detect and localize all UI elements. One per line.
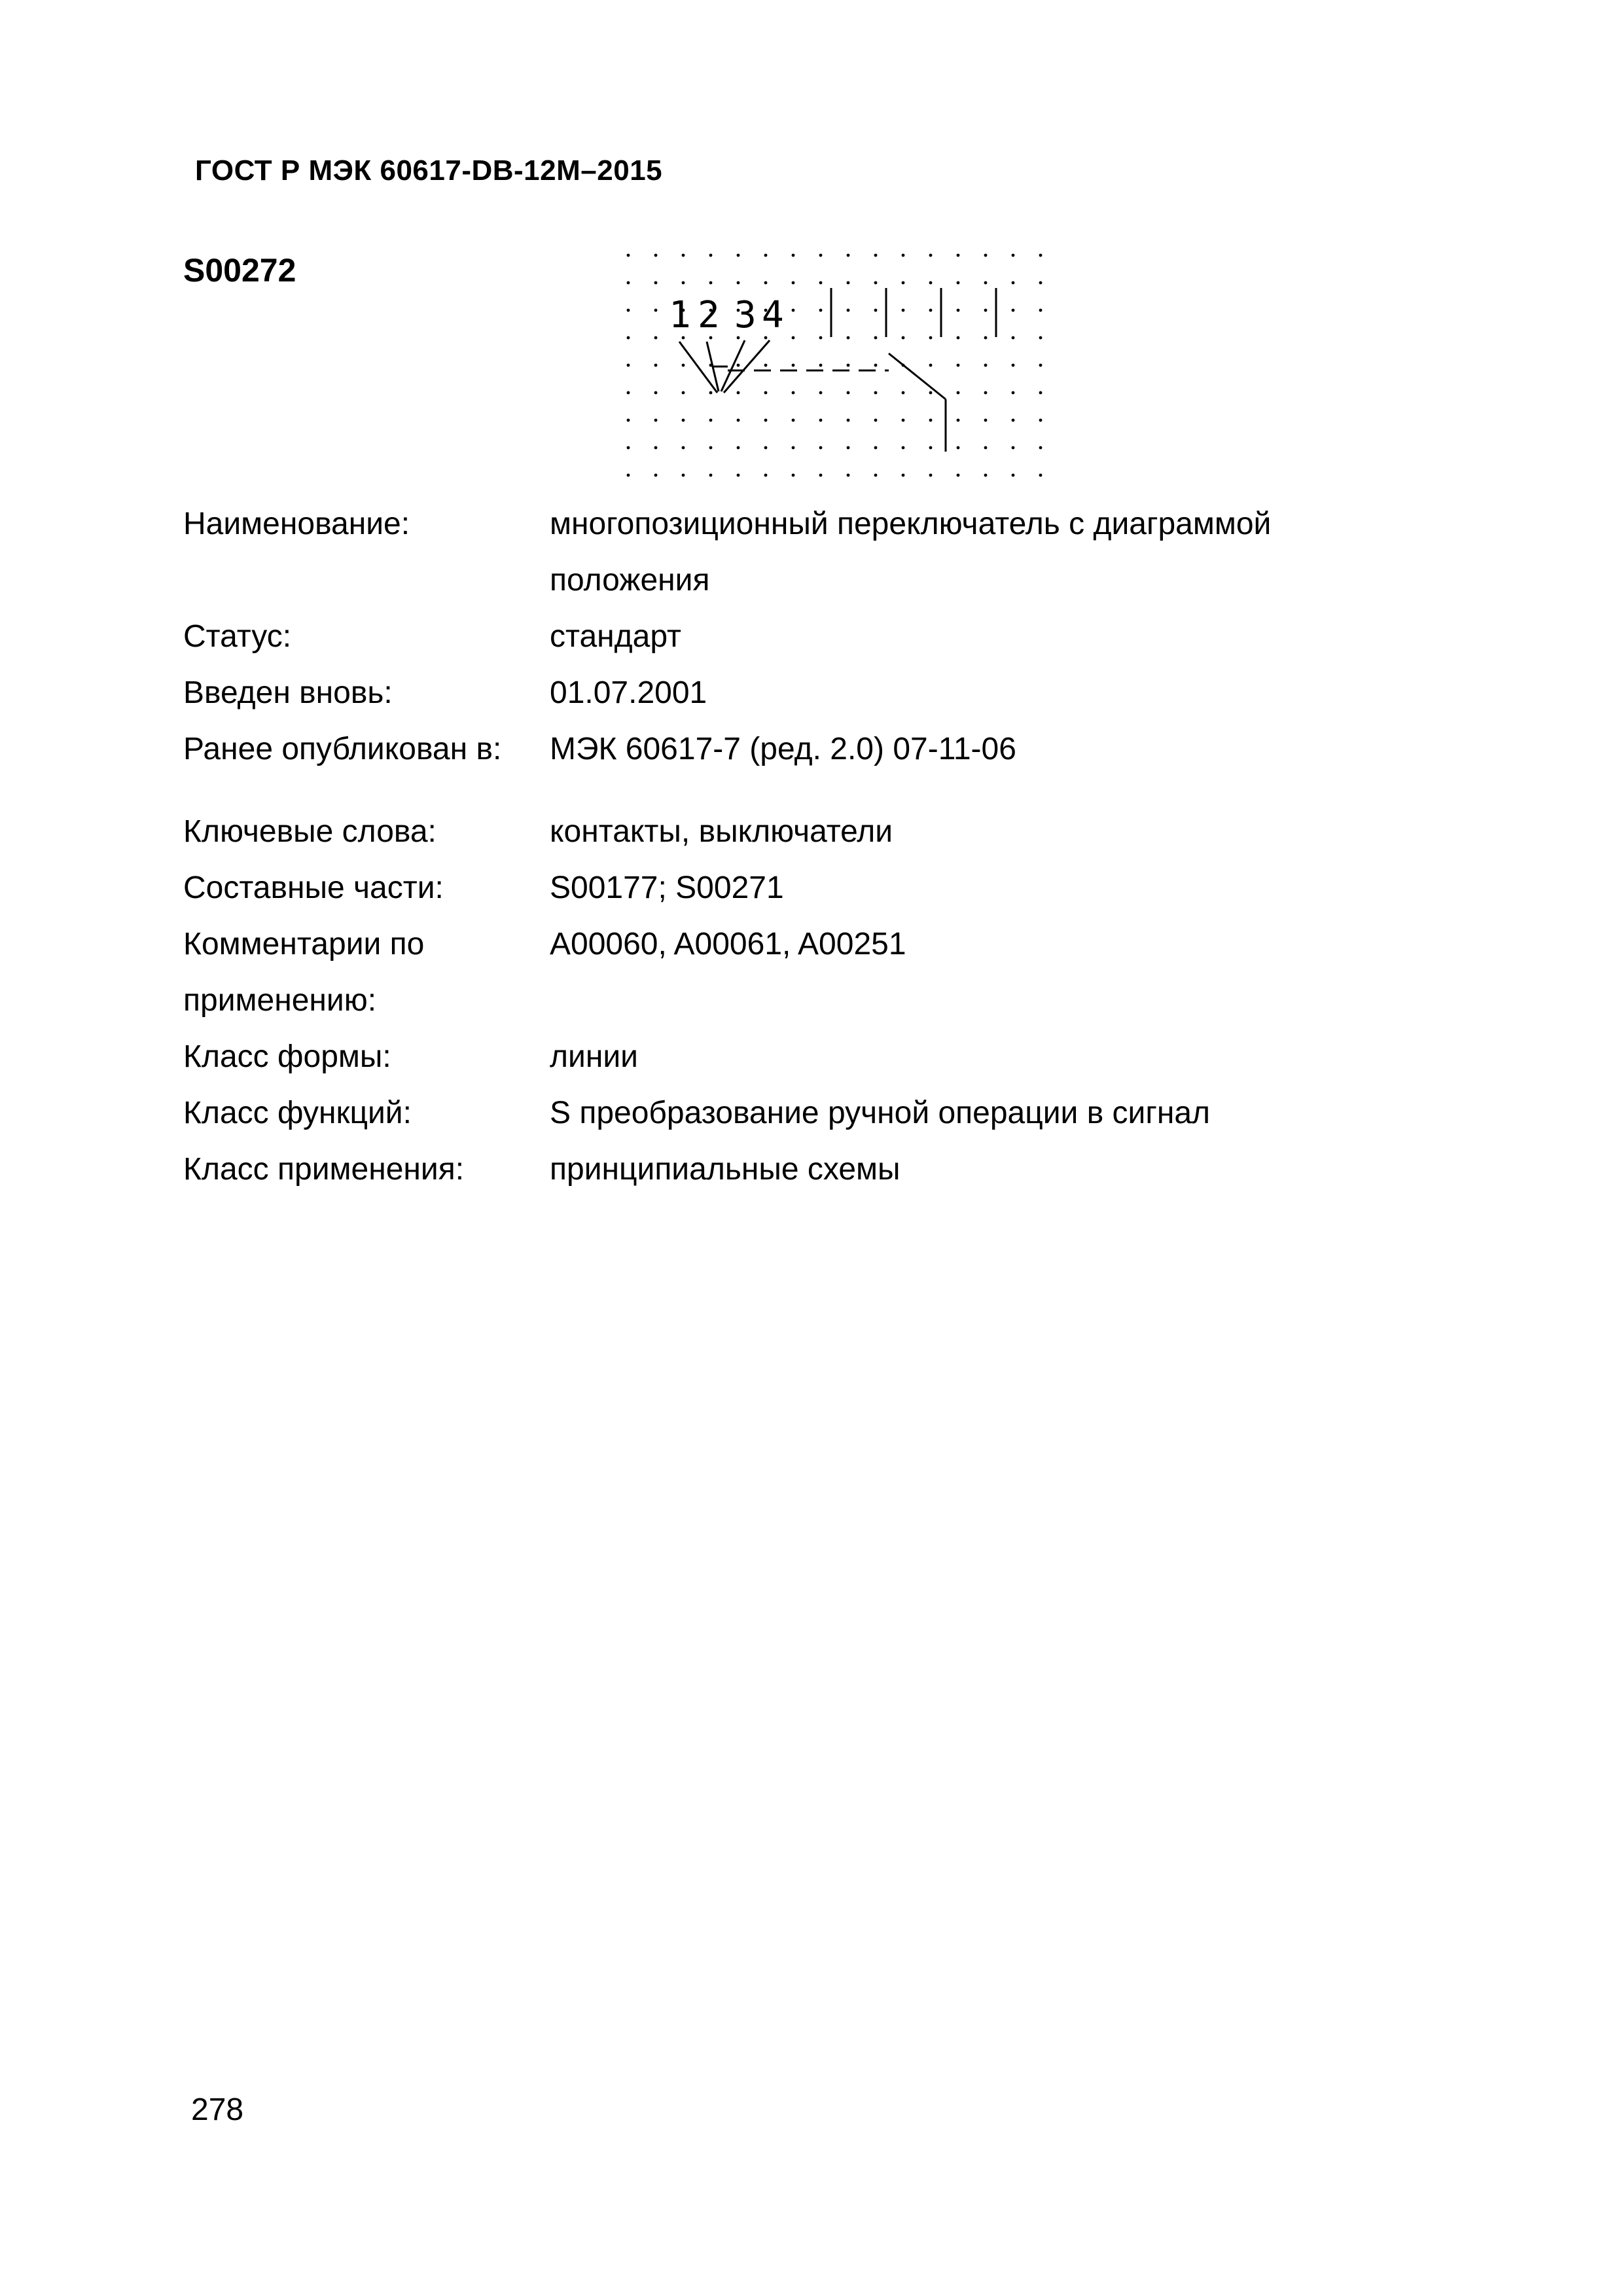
grid-dot bbox=[627, 419, 630, 422]
grid-dot bbox=[792, 254, 795, 257]
grid-dot bbox=[1012, 419, 1015, 422]
grid-dot bbox=[764, 391, 768, 395]
grid-dot bbox=[847, 254, 850, 257]
grid-dot bbox=[627, 336, 630, 340]
position-label-4: 4 bbox=[762, 294, 784, 336]
grid-dot bbox=[737, 281, 740, 285]
grid-dot bbox=[627, 281, 630, 285]
grid-dot bbox=[764, 254, 768, 257]
grid-dot bbox=[819, 281, 823, 285]
grid-dot bbox=[627, 309, 630, 312]
grid-dot bbox=[709, 446, 713, 450]
grid-dot bbox=[957, 474, 960, 477]
grid-dot bbox=[902, 446, 905, 450]
grid-dot bbox=[654, 446, 658, 450]
grid-dot bbox=[627, 391, 630, 395]
grid-dot bbox=[737, 364, 740, 367]
grid-dot bbox=[819, 309, 823, 312]
grid-dot bbox=[654, 281, 658, 285]
grid-dot bbox=[764, 419, 768, 422]
grid-dot bbox=[682, 281, 685, 285]
grid-dot bbox=[874, 336, 878, 340]
grid-dot bbox=[764, 364, 768, 367]
grid-dot bbox=[1012, 391, 1015, 395]
grid-dot bbox=[792, 419, 795, 422]
grid-dot bbox=[792, 281, 795, 285]
property-label: Ключевые слова: bbox=[183, 814, 437, 849]
grid-dot bbox=[764, 446, 768, 450]
grid-dot bbox=[654, 336, 658, 340]
grid-dot bbox=[929, 474, 933, 477]
grid-dot bbox=[984, 474, 988, 477]
grid-dot bbox=[984, 309, 988, 312]
grid-dot bbox=[764, 281, 768, 285]
grid-dot bbox=[1012, 364, 1015, 367]
grid-dot bbox=[627, 364, 630, 367]
property-row-name bbox=[183, 496, 1427, 609]
grid-dot bbox=[819, 336, 823, 340]
grid-dot bbox=[792, 364, 795, 367]
grid-dot bbox=[874, 474, 878, 477]
property-label bbox=[183, 916, 550, 1029]
grid-dot bbox=[627, 474, 630, 477]
property-value-line: положения bbox=[550, 563, 710, 598]
property-list bbox=[183, 496, 1427, 1198]
grid-dot bbox=[929, 254, 933, 257]
property-label: Ранее опубликован в: bbox=[183, 732, 502, 766]
symbol-diagram bbox=[589, 236, 1060, 497]
grid-dot bbox=[709, 419, 713, 422]
property-value: S00177; S00271 bbox=[550, 870, 784, 905]
grid-dot bbox=[737, 446, 740, 450]
grid-dot bbox=[984, 391, 988, 395]
grid-dot bbox=[929, 391, 933, 395]
grid-dot bbox=[627, 254, 630, 257]
grid-dot bbox=[874, 281, 878, 285]
property-row-components bbox=[183, 860, 1427, 916]
grid-dot bbox=[929, 309, 933, 312]
property-value bbox=[550, 496, 1427, 609]
grid-dot bbox=[902, 254, 905, 257]
property-label: Статус: bbox=[183, 619, 292, 654]
grid-dot bbox=[847, 391, 850, 395]
grid-dot bbox=[984, 254, 988, 257]
grid-dot bbox=[847, 364, 850, 367]
grid-dot bbox=[819, 254, 823, 257]
grid-dot bbox=[929, 446, 933, 450]
property-label: Составные части: bbox=[183, 870, 444, 905]
grid-dot bbox=[847, 446, 850, 450]
grid-dot bbox=[682, 391, 685, 395]
grid-dot bbox=[847, 336, 850, 340]
property-row-status bbox=[183, 609, 1427, 665]
grid-dot bbox=[874, 364, 878, 367]
grid-dot bbox=[1039, 254, 1043, 257]
grid-dot bbox=[874, 446, 878, 450]
document-header: ГОСТ Р МЭК 60617-DB-12M–2015 bbox=[195, 154, 663, 187]
grid-dot bbox=[957, 364, 960, 367]
grid-dot bbox=[1012, 254, 1015, 257]
property-value: контакты, выключатели bbox=[550, 814, 893, 849]
grid-dot bbox=[654, 474, 658, 477]
grid-dot bbox=[984, 281, 988, 285]
grid-dot bbox=[957, 309, 960, 312]
grid-dot bbox=[957, 254, 960, 257]
grid-dot bbox=[654, 364, 658, 367]
grid-dot bbox=[1039, 419, 1043, 422]
grid-dot bbox=[1012, 309, 1015, 312]
property-label: Класс функций: bbox=[183, 1096, 412, 1130]
property-row-keywords bbox=[183, 804, 1427, 860]
position-label-1: 1 bbox=[669, 294, 691, 336]
grid-dot bbox=[792, 446, 795, 450]
grid-dot bbox=[984, 446, 988, 450]
grid-dot bbox=[902, 281, 905, 285]
grid-dot bbox=[737, 254, 740, 257]
position-arrow-4 bbox=[724, 340, 770, 393]
grid-dot bbox=[847, 419, 850, 422]
grid-dot bbox=[957, 391, 960, 395]
grid-dot bbox=[929, 281, 933, 285]
grid-dot bbox=[792, 309, 795, 312]
grid-dot bbox=[984, 419, 988, 422]
grid-dot bbox=[984, 364, 988, 367]
grid-dot bbox=[847, 474, 850, 477]
moving-contact bbox=[889, 353, 946, 399]
grid-dot bbox=[1039, 446, 1043, 450]
grid-dot bbox=[1039, 474, 1043, 477]
property-value-line: многопозиционный переключатель с диаграммой bbox=[550, 507, 1272, 541]
grid-dot bbox=[709, 474, 713, 477]
grid-dot bbox=[737, 419, 740, 422]
grid-dot bbox=[957, 336, 960, 340]
grid-dot bbox=[1012, 281, 1015, 285]
grid-dot bbox=[764, 474, 768, 477]
grid-dot bbox=[764, 336, 768, 340]
grid-dot bbox=[709, 336, 713, 340]
grid-dot bbox=[737, 474, 740, 477]
grid-dot bbox=[709, 254, 713, 257]
property-label-line: применению: bbox=[183, 983, 377, 1018]
grid-dot bbox=[709, 281, 713, 285]
grid-dot bbox=[902, 336, 905, 340]
grid-dot bbox=[819, 364, 823, 367]
grid-dot bbox=[929, 336, 933, 340]
grid-dot bbox=[902, 474, 905, 477]
grid-dot bbox=[929, 419, 933, 422]
grid-dot bbox=[654, 309, 658, 312]
property-label: Наименование: bbox=[183, 507, 410, 541]
property-value: линии bbox=[550, 1039, 638, 1074]
grid-dot bbox=[1012, 446, 1015, 450]
grid-dot bbox=[682, 446, 685, 450]
grid-dot bbox=[737, 391, 740, 395]
grid-dot bbox=[682, 474, 685, 477]
property-row-shape-class bbox=[183, 1029, 1427, 1085]
grid-dot bbox=[627, 446, 630, 450]
grid-dot bbox=[929, 364, 933, 367]
position-label-2: 2 bbox=[698, 294, 720, 336]
grid-dot bbox=[654, 391, 658, 395]
grid-dot bbox=[902, 391, 905, 395]
grid-dot bbox=[874, 309, 878, 312]
property-row-introduced bbox=[183, 665, 1427, 721]
property-value: стандарт bbox=[550, 619, 681, 654]
property-label: Введен вновь: bbox=[183, 675, 393, 710]
position-arrow-1 bbox=[679, 342, 717, 393]
grid-dot bbox=[792, 336, 795, 340]
grid-dot bbox=[1039, 391, 1043, 395]
property-row-application-class bbox=[183, 1141, 1427, 1198]
property-row-comments bbox=[183, 916, 1427, 1029]
grid-dot bbox=[847, 309, 850, 312]
position-label-3: 3 bbox=[734, 294, 757, 336]
property-label: Класс формы: bbox=[183, 1039, 391, 1074]
property-value: МЭК 60617-7 (ред. 2.0) 07-11-06 bbox=[550, 732, 1016, 766]
grid-dot bbox=[682, 336, 685, 340]
property-value: 01.07.2001 bbox=[550, 675, 707, 710]
grid-dot bbox=[957, 446, 960, 450]
grid-dot bbox=[819, 474, 823, 477]
property-label-line: Комментарии по bbox=[183, 927, 425, 961]
grid-dot bbox=[654, 254, 658, 257]
grid-dot bbox=[682, 364, 685, 367]
grid-dot bbox=[874, 391, 878, 395]
grid-dot bbox=[792, 474, 795, 477]
grid-dot bbox=[1039, 281, 1043, 285]
grid-dot bbox=[1012, 474, 1015, 477]
page-number: 278 bbox=[191, 2092, 244, 2127]
grid-dot bbox=[957, 281, 960, 285]
symbol-code: S00272 bbox=[183, 252, 296, 289]
grid-dot bbox=[874, 254, 878, 257]
grid-dot bbox=[654, 419, 658, 422]
grid-dot bbox=[819, 391, 823, 395]
grid-dots bbox=[627, 254, 1043, 477]
grid-dot bbox=[1039, 309, 1043, 312]
property-row-published bbox=[183, 721, 1427, 778]
grid-dot bbox=[984, 336, 988, 340]
grid-dot bbox=[902, 309, 905, 312]
property-row-function-class bbox=[183, 1085, 1427, 1141]
grid-dot bbox=[957, 419, 960, 422]
grid-dot bbox=[874, 419, 878, 422]
grid-dot bbox=[1039, 364, 1043, 367]
property-value: принципиальные схемы bbox=[550, 1152, 901, 1187]
grid-dot bbox=[709, 391, 713, 395]
grid-dot bbox=[1012, 336, 1015, 340]
grid-dot bbox=[682, 419, 685, 422]
property-label: Класс применения: bbox=[183, 1152, 465, 1187]
grid-dot bbox=[819, 446, 823, 450]
grid-dot bbox=[819, 419, 823, 422]
grid-dot bbox=[902, 419, 905, 422]
grid-dot bbox=[682, 254, 685, 257]
property-value: A00060, A00061, A00251 bbox=[550, 927, 906, 961]
property-value: S преобразование ручной операции в сигнал bbox=[550, 1096, 1211, 1130]
grid-dot bbox=[737, 336, 740, 340]
grid-dot bbox=[792, 391, 795, 395]
grid-dot bbox=[1039, 336, 1043, 340]
grid-dot bbox=[847, 281, 850, 285]
